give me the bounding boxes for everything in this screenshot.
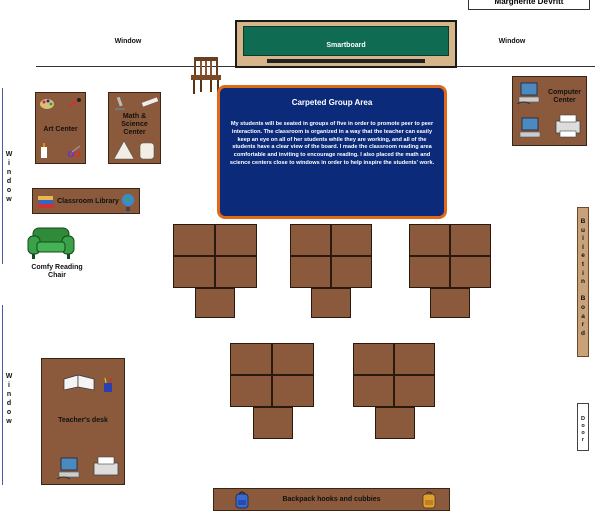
desk[interactable]: [173, 256, 215, 288]
bulletin-board-label: B u l l e t i n B o a r d: [580, 218, 586, 337]
desk[interactable]: [215, 224, 257, 256]
door-label: D o o r: [581, 416, 585, 443]
art-center: [35, 92, 86, 164]
ruler-icon: [141, 96, 159, 108]
desk[interactable]: [290, 256, 331, 288]
art-center-label: Art Center: [43, 126, 78, 133]
classroom-library: [32, 188, 140, 214]
computer-icon: [517, 115, 543, 141]
glue-icon: [39, 143, 49, 159]
window-left-lower: W i n d o w: [5, 373, 13, 425]
group-area-body: My students will be seated in groups of five in order to promote peer to peer interaction. The classroom is organized in a way that the teacher can easily keep an eye on all of her students while they are working, and all of the students have a clear view of the board. I made the classroom reading area comfortable and inviting to encourage reading. I also placed the math and science centers close to windows in order to help inspire the students' work.: [229, 121, 435, 166]
desk[interactable]: [253, 407, 293, 439]
left-window-line-upper: [2, 88, 3, 264]
math-center-label: Math & Science Center: [121, 113, 148, 136]
globe-icon: [120, 192, 136, 212]
smartboard: [235, 20, 457, 68]
pencil-cup-icon: [102, 377, 114, 393]
teachers-desk-label: Teacher's desk: [58, 417, 108, 424]
desk[interactable]: [394, 375, 435, 407]
paint-icon: [39, 96, 55, 110]
left-window-line-lower: [2, 305, 3, 485]
computer-center: [512, 76, 587, 146]
desk[interactable]: [230, 343, 272, 375]
printer-icon: [92, 455, 120, 481]
group-area-title: Carpeted Group Area: [291, 98, 373, 107]
desk[interactable]: [272, 375, 314, 407]
books-icon: [36, 192, 56, 212]
desk[interactable]: [450, 256, 491, 288]
window-top-left: Window: [114, 38, 142, 45]
carpeted-group-area: [217, 85, 447, 219]
desk[interactable]: [331, 256, 372, 288]
teacher-name: Margherite DeVritt: [494, 0, 564, 6]
desk-cluster-3: [409, 224, 491, 318]
reading-chair-label: Comfy Reading Chair: [31, 264, 83, 279]
desk[interactable]: [290, 224, 331, 256]
desk[interactable]: [409, 224, 450, 256]
window-left-upper: W i n d o w: [5, 151, 13, 203]
computer-center-label: Computer Center: [547, 89, 582, 104]
computer-icon: [516, 80, 542, 106]
printer-icon: [553, 111, 583, 141]
window-top-right: Window: [498, 38, 526, 45]
backpack-cubbies: [213, 488, 450, 511]
desk[interactable]: [409, 256, 450, 288]
desk[interactable]: [173, 224, 215, 256]
microscope-icon: [112, 95, 128, 111]
desk[interactable]: [272, 343, 314, 375]
smartboard-label: Smartboard: [326, 42, 366, 49]
top-wall-right: [455, 66, 595, 67]
desk-cluster-1: [173, 224, 257, 318]
desk-cluster-2: [290, 224, 372, 318]
library-label: Classroom Library: [57, 198, 119, 205]
desk[interactable]: [195, 288, 235, 318]
desk[interactable]: [230, 375, 272, 407]
desk[interactable]: [353, 343, 394, 375]
teachers-desk: [41, 358, 125, 485]
desk-cluster-5: [353, 343, 435, 439]
book-icon: [62, 373, 96, 391]
couch-icon: [27, 224, 75, 260]
desk[interactable]: [375, 407, 415, 439]
door[interactable]: [577, 403, 589, 451]
desk-cluster-4: [230, 343, 314, 439]
math-science-center: [108, 92, 161, 164]
bulletin-board: [577, 207, 589, 357]
shapes-icon: [112, 137, 160, 161]
backpack-label: Backpack hooks and cubbies: [282, 496, 381, 503]
desk[interactable]: [353, 375, 394, 407]
teacher-name-tag: [468, 0, 590, 10]
desk[interactable]: [311, 288, 351, 318]
desk[interactable]: [430, 288, 470, 318]
desk[interactable]: [394, 343, 435, 375]
desk[interactable]: [331, 224, 372, 256]
computer-icon: [56, 455, 82, 481]
backpack-icon: [421, 490, 437, 510]
desk[interactable]: [450, 224, 491, 256]
scissors-icon: [68, 145, 82, 157]
brush-icon: [66, 96, 82, 110]
desk[interactable]: [215, 256, 257, 288]
